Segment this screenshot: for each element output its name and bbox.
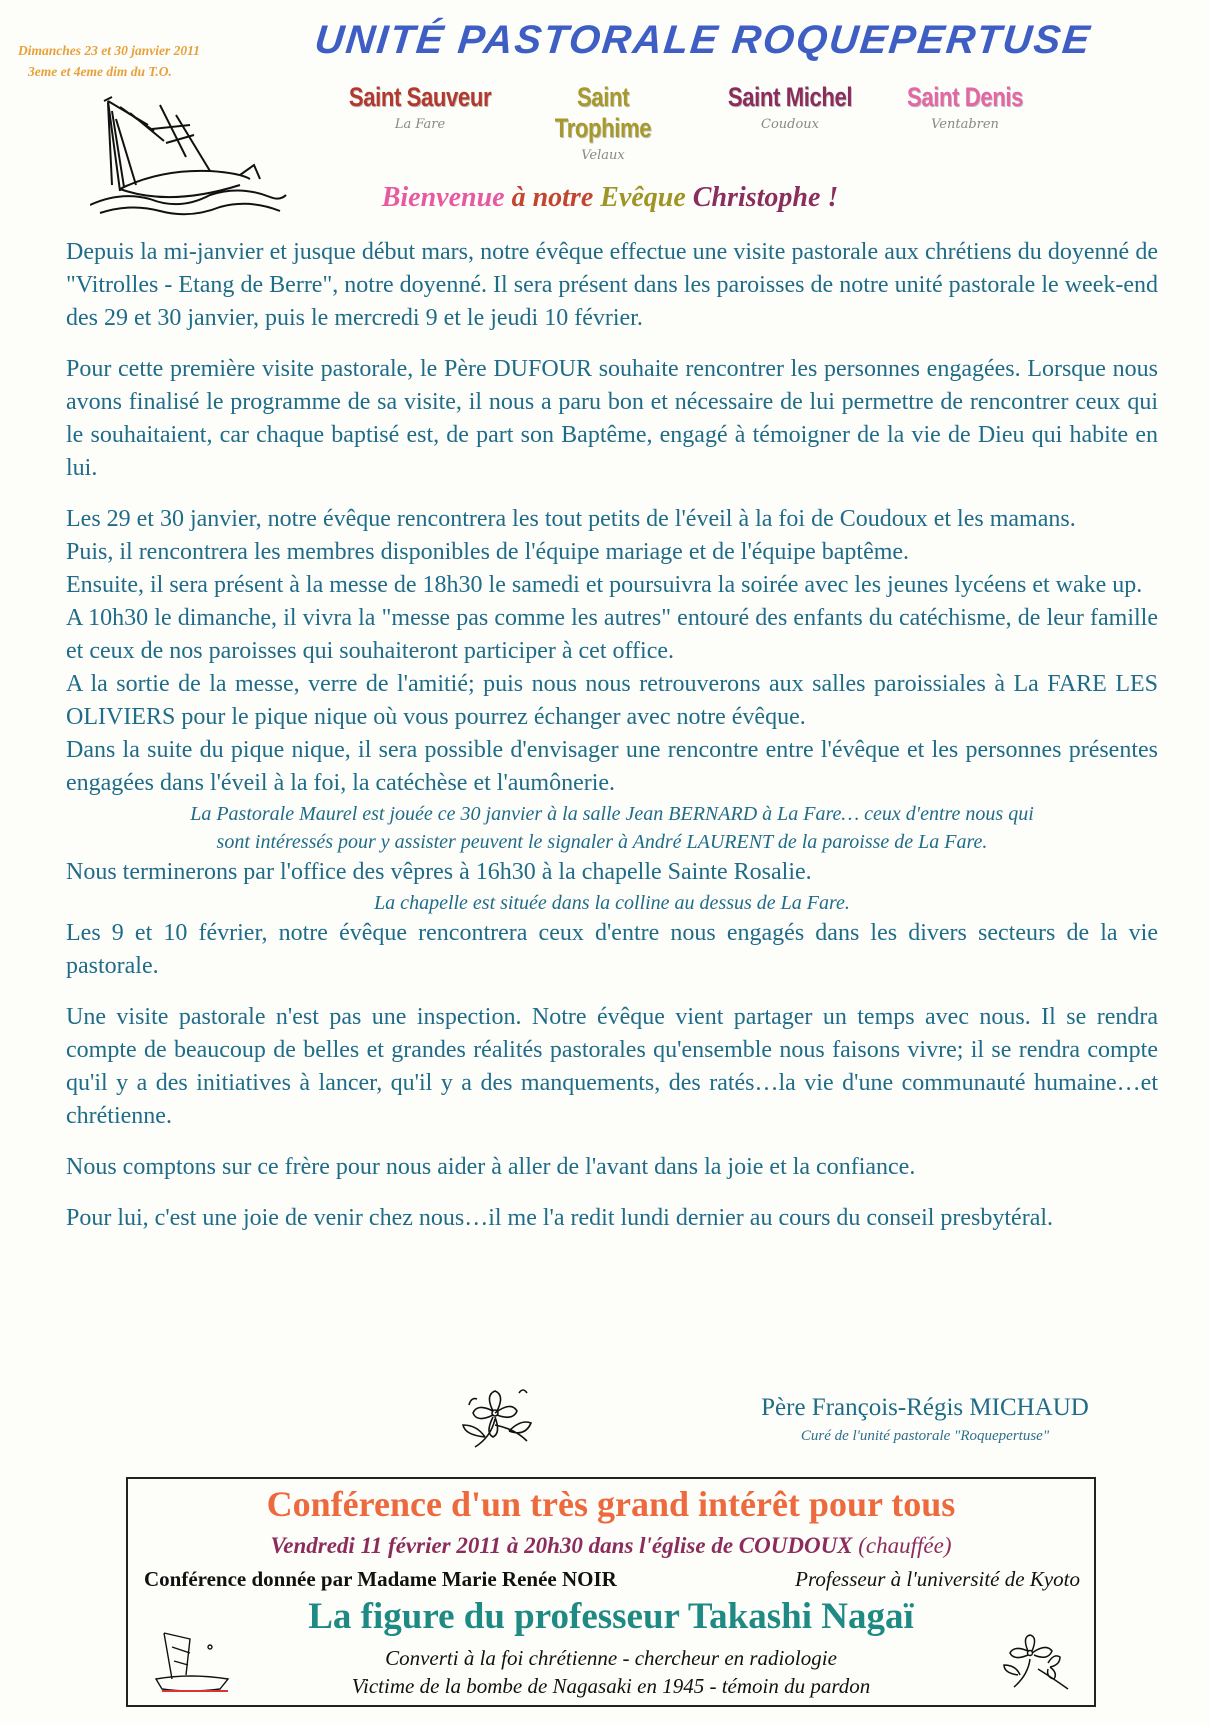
paragraph: Nous comptons sur ce frère pour nous aider à aller de l'avant dans la joie et la confiance.	[66, 1154, 916, 1180]
paragraph: Pour cette première visite pastorale, le Père DUFOUR souhaite rencontrer les personnes engagées. Lorsque nous avons finalisé le programme de sa visite, il nous a paru bon et nécessaire de lui permettre de rencontrer ceux qui le souhaitaient, car chaque baptisé est, de part son Baptême, engagé à témoigner de la vie de Dieu qui habite en lui.	[66, 356, 1158, 481]
article-body	[66, 236, 1158, 1235]
paragraph: Les 29 et 30 janvier, notre évêque rencontrera les tout petits de l'éveil à la foi de Coudoux et les mamans.	[66, 506, 1076, 532]
welcome-part-1: Bienvenue	[381, 182, 505, 213]
parish-town: Ventabren	[931, 117, 999, 132]
unit-title: UNITÉ PASTORALE ROQUEPERTUSE	[312, 18, 1094, 62]
parish-name: Saint Trophime	[554, 82, 652, 143]
welcome-heading	[200, 182, 1020, 214]
conference-speaker: Conférence donnée par Madame Marie Renée NOIR	[144, 1567, 617, 1591]
welcome-part-4: Christophe !	[692, 182, 839, 213]
welcome-part-2: à notre	[511, 182, 594, 213]
dates-line-1: Dimanches 23 et 30 janvier 2011	[18, 43, 200, 58]
pastorale-note-line-2: sont intéressés pour y assister peuvent le signaler à André LAURENT de la paroisse de La Fare.	[216, 831, 988, 853]
parish-town: Velaux	[581, 148, 625, 163]
parish-saint-trophime	[513, 82, 693, 163]
parish-list	[330, 82, 1130, 163]
parish-name: Saint Michel	[727, 82, 853, 112]
conference-heating: (chauffée)	[858, 1533, 952, 1558]
paragraph: Pour lui, c'est une joie de venir chez nous…il me l'a redit lundi dernier au cours du conseil presbytéral.	[66, 1205, 1054, 1231]
paragraph: Dans la suite du pique nique, il sera possible d'envisager une rencontre entre l'évêque et les personnes présentes engagées dans l'éveil à la foi, la catéchèse et l'aumônerie.	[66, 737, 1158, 796]
conference-box	[126, 1477, 1096, 1707]
paragraph: Puis, il rencontrera les membres disponibles de l'équipe mariage et de l'équipe baptême.	[66, 539, 910, 565]
welcome-part-3: Evêque	[600, 182, 686, 213]
conference-date	[128, 1533, 1094, 1559]
paragraph: Ensuite, il sera présent à la messe de 18h30 le samedi et poursuivra la soirée avec les jeunes lycéens et wake up.	[66, 572, 1143, 598]
flower-icon	[455, 1385, 535, 1455]
flower-icon	[998, 1629, 1078, 1695]
signature-role: Curé de l'unité pastorale "Roquepertuse"	[800, 1428, 1050, 1444]
paragraph: A 10h30 le dimanche, il vivra la "messe pas comme les autres" entouré des enfants du catéchisme, de leur famille et ceux de nos paroisses qui souhaiteront participer à cet office.	[66, 605, 1158, 664]
paragraph: A la sortie de la messe, verre de l'amitié; puis nous nous retrouverons aux salles paroissiales à La FARE LES OLIVIERS pour le pique nique où vous pourrez échanger avec notre évêque.	[66, 671, 1158, 730]
parish-saint-sauveur	[330, 82, 510, 132]
conference-subject: La figure du professeur Takashi Nagaï	[308, 1596, 914, 1637]
parish-saint-denis	[875, 82, 1055, 132]
paragraph: Une visite pastorale n'est pas une inspection. Notre évêque vient partager un temps avec nous. Il se rendra compte de beaucoup de belles et grandes réalités pastorales qu'ensemble nous faisons vivre; il se rendra compte qu'il y a des initiatives à lancer, qu'il y a des manquements, des ratés…la vie d'une communauté humaine…et chrétienne.	[66, 1004, 1158, 1129]
paragraph: Depuis la mi-janvier et jusque début mars, notre évêque effectue une visite pastorale aux chrétiens du doyenné de "Vitrolles - Etang de Berre", notre doyenné. Il sera présent dans les paroisses de notre unité pastorale le week-end des 29 et 30 janvier, puis le mercredi 9 et le jeudi 10 février.	[66, 239, 1158, 331]
conference-detail-1: Converti à la foi chrétienne - chercheur en radiologie	[385, 1646, 837, 1670]
parish-name: Saint Denis	[906, 82, 1024, 112]
conference-detail-2: Victime de la bombe de Nagasaki en 1945 - témoin du pardon	[351, 1674, 871, 1698]
paragraph: Nous terminerons par l'office des vêpres à 16h30 à la chapelle Sainte Rosalie.	[66, 859, 812, 885]
dates-line-2: 3eme et 4eme dim du T.O.	[28, 64, 172, 79]
header-dates	[18, 40, 263, 82]
parish-town: Coudoux	[761, 117, 819, 132]
conference-title: Conférence d'un très grand intérêt pour tous	[266, 1484, 956, 1524]
conference-speaker-role: Professeur à l'université de Kyoto	[795, 1567, 1080, 1591]
pastorale-note-line-1: La Pastorale Maurel est jouée ce 30 janvier à la salle Jean BERNARD à La Fare… ceux d'entre nous qui	[190, 803, 1034, 825]
chapel-note: La chapelle est située dans la colline au dessus de La Fare.	[374, 892, 850, 914]
conference-date-text: Vendredi 11 février 2011 à 20h30 dans l'église de COUDOUX	[270, 1533, 853, 1558]
paragraph: Les 9 et 10 février, notre évêque rencontrera ceux d'entre nous engagés dans les divers secteurs de la vie pastorale.	[66, 920, 1158, 979]
parish-town: La Fare	[394, 117, 446, 132]
signature-name: Père François-Régis MICHAUD	[761, 1394, 1089, 1421]
parish-saint-michel	[700, 82, 880, 132]
boat-icon	[150, 1627, 240, 1699]
parish-name: Saint Sauveur	[348, 82, 492, 112]
